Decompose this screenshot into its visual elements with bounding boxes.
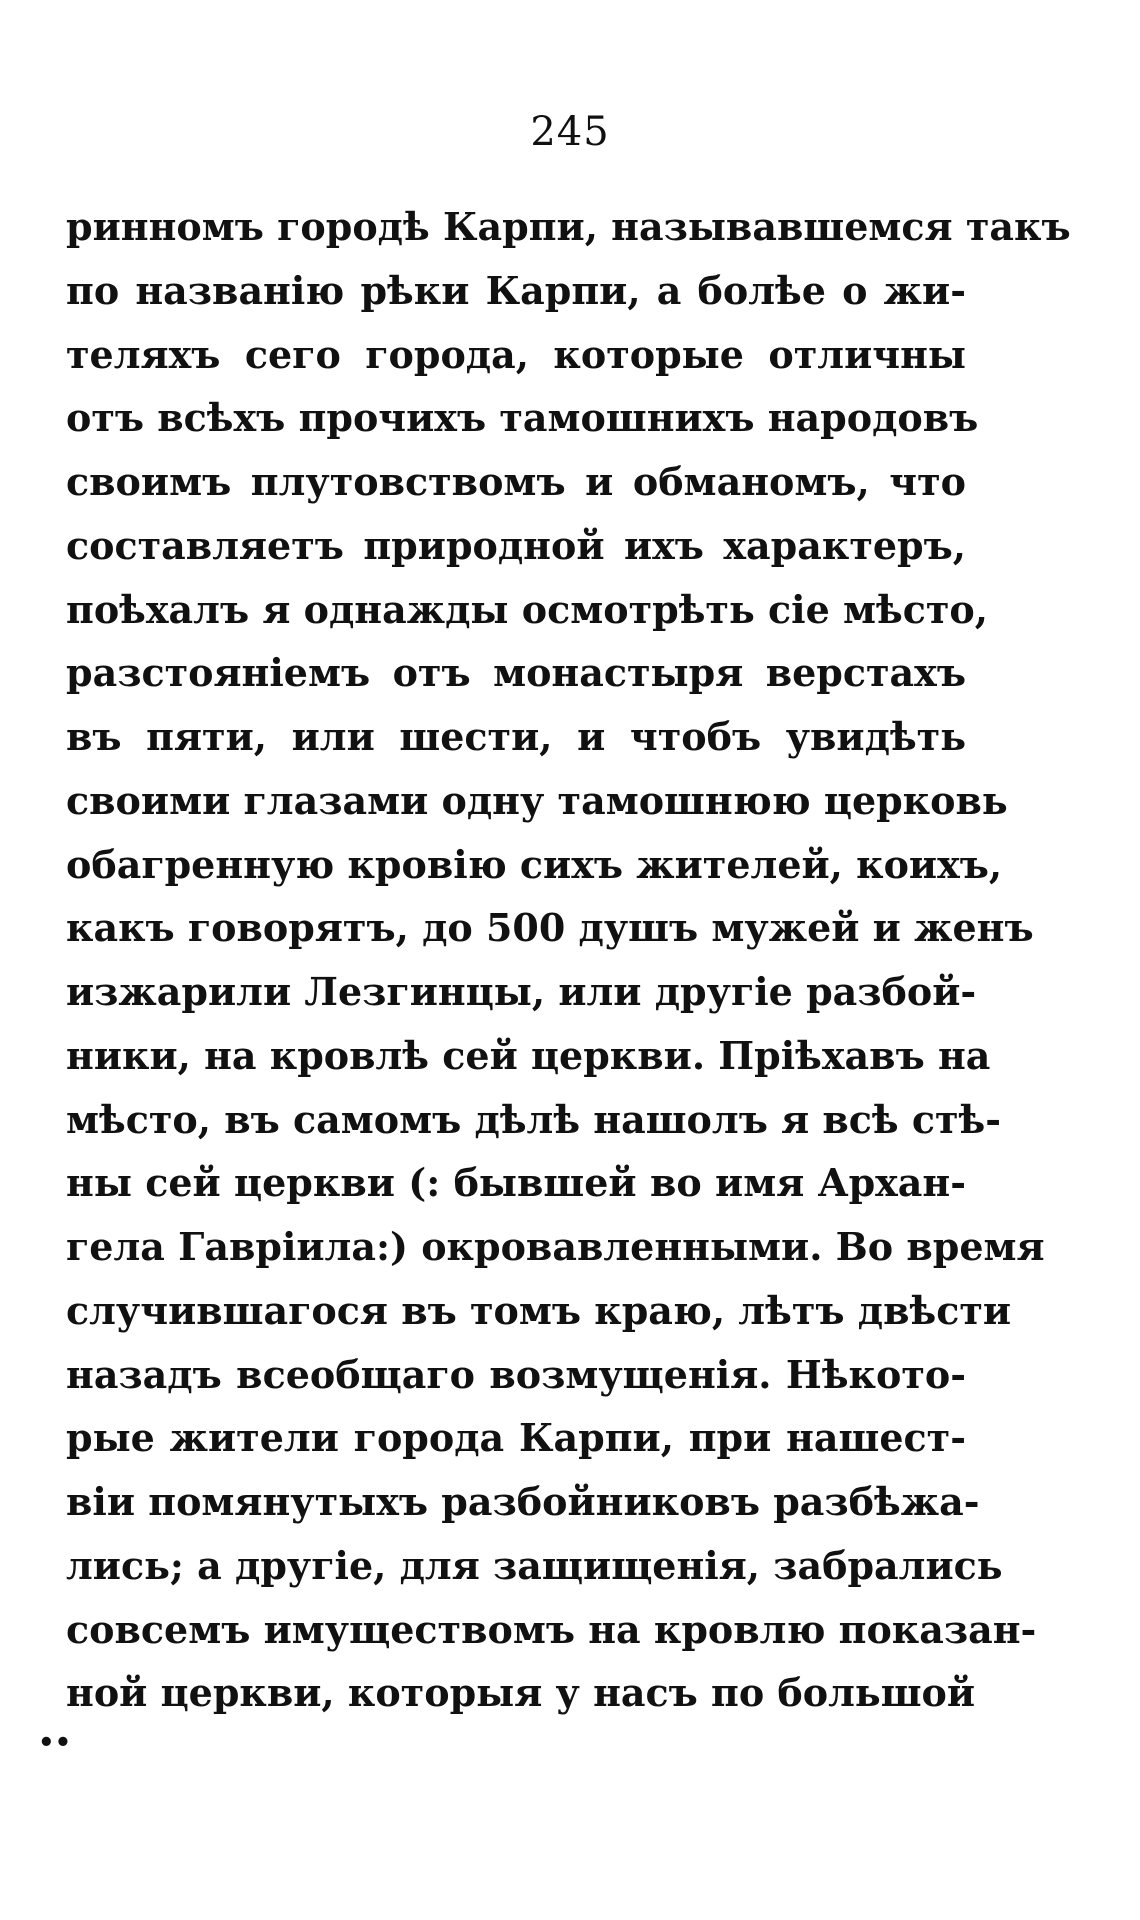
text-line: віи помянутыхъ разбойниковъ разбѣжа-	[66, 1479, 980, 1524]
text-line: ринномъ городѣ Карпи, называвшемся такъ	[66, 204, 1071, 249]
body-text	[66, 195, 1071, 1725]
text-line: ны сей церкви (: бывшей во имя Архан-	[66, 1160, 966, 1206]
text-line: совсемъ имуществомъ на кровлю показан-	[66, 1606, 1037, 1652]
text-line: своими глазами одну тамошнюю церковь	[66, 777, 1008, 823]
text-line: какъ говорятъ, до 500 душъ мужей и женъ	[66, 905, 1034, 951]
text-line: обагренную кровію сихъ жителей, коихъ,	[66, 841, 1003, 887]
text-line: назадъ всеобщаго возмущенія. Нѣкото-	[66, 1351, 966, 1397]
footer-mark: ••	[38, 1728, 72, 1758]
text-line: составляетъ природной ихъ характеръ,	[66, 522, 966, 568]
text-line: рые жители города Карпи, при нашест-	[66, 1415, 966, 1461]
text-line: въ пяти, или шести, и чтобъ увидѣть	[66, 714, 966, 759]
text-line: случившагося въ томъ краю, лѣтъ двѣсти	[66, 1287, 1012, 1333]
text-line: отъ всѣхъ прочихъ тамошнихъ народовъ	[66, 395, 979, 441]
text-line: поѣхалъ я однажды осмотрѣть сіе мѣсто,	[66, 586, 988, 632]
text-line: своимъ плутовствомъ и обманомъ, что	[66, 459, 966, 504]
text-line: изжарили Лезгинцы, или другіе разбой-	[66, 969, 977, 1014]
text-line: лись; а другіе, для защищенія, забрались	[66, 1542, 1003, 1588]
text-line: по названію рѣки Карпи, а болѣе о жи-	[66, 267, 966, 313]
text-line: разстояніемъ отъ монастыря верстахъ	[66, 650, 966, 696]
text-line: гела Гавріила:) окровавленными. Во время	[66, 1224, 1045, 1269]
text-line: ной церкви, которыя у насъ по большой	[66, 1670, 976, 1716]
text-line: теляхъ сего города, которые отличны	[66, 331, 966, 377]
text-line: мѣсто, въ самомъ дѣлѣ нашолъ я всѣ стѣ-	[66, 1096, 1002, 1142]
text-line: ники, на кровлѣ сей церкви. Пріѣхавъ на	[66, 1032, 991, 1078]
page-number: 245	[530, 109, 610, 155]
